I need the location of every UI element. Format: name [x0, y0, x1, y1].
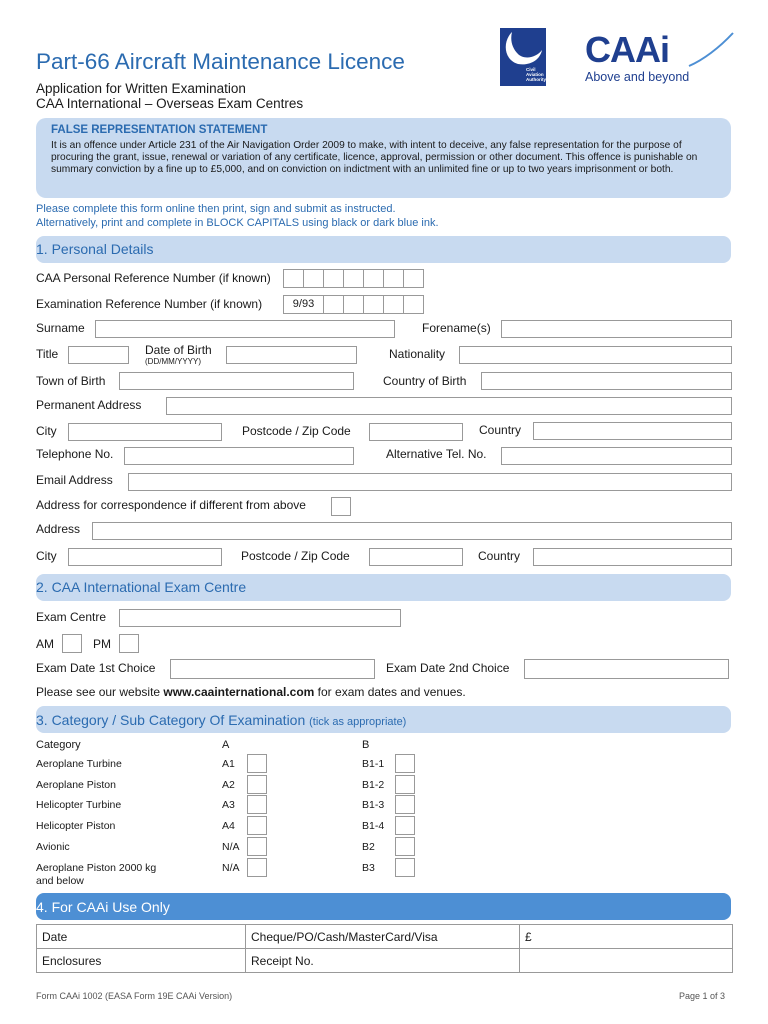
category-b-checkbox[interactable]: [395, 795, 415, 814]
amount-cell: £: [520, 925, 733, 949]
postcode-label: Postcode / Zip Code: [242, 424, 351, 438]
am-label: AM: [36, 637, 54, 651]
category-b-code: B1-1: [362, 758, 385, 770]
caa-ref-label: CAA Personal Reference Number (if known): [36, 271, 271, 285]
false-representation-title: FALSE REPRESENTATION STATEMENT: [51, 124, 268, 136]
country-of-birth-field[interactable]: [481, 372, 732, 390]
corr-address-checkbox[interactable]: [331, 497, 351, 516]
section-3-title-text: 3. Category / Sub Category Of Examination: [36, 712, 306, 728]
exam-ref-label: Examination Reference Number (if known): [36, 297, 263, 311]
caa-ref-boxes: [283, 269, 424, 288]
category-a-checkbox[interactable]: [247, 754, 267, 773]
permanent-address-label: Permanent Address: [36, 398, 142, 412]
caai-use-table: [36, 924, 733, 973]
country-label: Country: [479, 423, 522, 437]
category-a-header: A: [222, 739, 230, 751]
category-row-label: Avionic: [36, 841, 70, 853]
category-b-code: B1-3: [362, 799, 385, 811]
caa-ref-digit[interactable]: [283, 269, 304, 288]
website-note: [36, 685, 466, 699]
blank-cell: [520, 949, 733, 973]
exam-ref-prefix: 9/93: [283, 295, 324, 314]
permanent-address-field[interactable]: [166, 397, 732, 415]
caa-logo-text: Civil Aviation Authority: [526, 67, 546, 82]
category-a-checkbox[interactable]: [247, 816, 267, 835]
section-2-title: 2. CAA International Exam Centre: [36, 579, 247, 595]
category-a-code: A1: [222, 758, 235, 770]
category-b-header: B: [362, 739, 370, 751]
exam-ref-digit[interactable]: [323, 295, 344, 314]
caa-logo: [500, 28, 546, 86]
telephone-label: Telephone No.: [36, 447, 114, 461]
address-label: Address: [36, 522, 81, 536]
exam-ref-digit[interactable]: [403, 295, 424, 314]
exam-ref-digit[interactable]: [383, 295, 404, 314]
surname-field[interactable]: [95, 320, 395, 338]
forenames-label: Forename(s): [422, 321, 491, 335]
category-row-label-2: and below: [36, 875, 84, 887]
category-a-code: N/A: [222, 841, 240, 853]
form-subtitle-2: CAA International – Overseas Exam Centres: [36, 96, 304, 111]
nationality-field[interactable]: [459, 346, 732, 364]
exam-date-2-label: Exam Date 2nd Choice: [386, 661, 510, 675]
caa-ref-digit[interactable]: [323, 269, 344, 288]
category-row-label: Helicopter Piston: [36, 820, 116, 832]
alt-tel-field[interactable]: [501, 447, 732, 465]
alt-tel-label: Alternative Tel. No.: [386, 447, 487, 461]
category-row-label: Helicopter Turbine: [36, 799, 122, 811]
surname-label: Surname: [36, 321, 85, 335]
nationality-label: Nationality: [389, 347, 446, 361]
category-b-code: B1-4: [362, 820, 385, 832]
exam-centre-label: Exam Centre: [36, 610, 107, 624]
title-label: Title: [36, 347, 59, 361]
postcode-field[interactable]: [369, 423, 463, 441]
category-a-code: A3: [222, 799, 235, 811]
category-a-checkbox[interactable]: [247, 775, 267, 794]
town-of-birth-label: Town of Birth: [36, 374, 106, 388]
exam-ref-digit[interactable]: [343, 295, 364, 314]
corr-address-label: Address for correspondence if different from above: [36, 498, 306, 512]
country-of-birth-label: Country of Birth: [383, 374, 467, 388]
caa-ref-digit[interactable]: [403, 269, 424, 288]
dob-label: Date of Birth: [145, 343, 212, 357]
category-a-code: N/A: [222, 862, 240, 874]
category-b-code: B2: [362, 841, 375, 853]
exam-ref-digit[interactable]: [363, 295, 384, 314]
category-column-header: Category: [36, 739, 81, 751]
city-2-field[interactable]: [68, 548, 222, 566]
exam-date-2-field[interactable]: [524, 659, 729, 679]
postcode-2-label: Postcode / Zip Code: [241, 549, 350, 563]
date-cell: Date: [37, 925, 246, 949]
title-field[interactable]: [68, 346, 129, 364]
table-row: [37, 925, 733, 949]
category-b-code: B1-2: [362, 779, 385, 791]
section-3-title-note: (tick as appropriate): [309, 716, 407, 728]
postcode-2-field[interactable]: [369, 548, 463, 566]
am-checkbox[interactable]: [62, 634, 82, 653]
category-b-checkbox[interactable]: [395, 816, 415, 835]
country-2-label: Country: [478, 549, 521, 563]
dob-format: (DD/MM/YYYY): [145, 357, 201, 366]
country-field[interactable]: [533, 422, 732, 440]
category-a-checkbox[interactable]: [247, 795, 267, 814]
category-a-checkbox[interactable]: [247, 837, 267, 856]
pm-checkbox[interactable]: [119, 634, 139, 653]
pm-label: PM: [93, 637, 111, 651]
town-of-birth-field[interactable]: [119, 372, 354, 390]
dob-field[interactable]: [226, 346, 357, 364]
enclosures-cell: Enclosures: [37, 949, 246, 973]
website-link[interactable]: www.caainternational.com: [163, 685, 315, 699]
city-label: City: [36, 424, 57, 438]
caa-ref-digit[interactable]: [343, 269, 364, 288]
caa-ref-digit[interactable]: [303, 269, 324, 288]
exam-centre-field[interactable]: [119, 609, 401, 627]
email-label: Email Address: [36, 473, 113, 487]
form-subtitle: Application for Written Examination: [36, 81, 246, 96]
caai-logo: [585, 30, 735, 90]
caai-logo-tagline: Above and beyond: [585, 70, 690, 84]
telephone-field[interactable]: [124, 447, 354, 465]
country-2-field[interactable]: [533, 548, 732, 566]
table-row: [37, 949, 733, 973]
category-b-checkbox[interactable]: [395, 837, 415, 856]
category-row-label: Aeroplane Piston 2000 kg: [36, 862, 157, 874]
section-4-title: 4. For CAAi Use Only: [36, 899, 170, 915]
section-3-title: [36, 712, 406, 728]
forenames-field[interactable]: [501, 320, 732, 338]
category-b-checkbox[interactable]: [395, 858, 415, 877]
exam-ref-boxes: [283, 295, 424, 314]
category-a-code: A2: [222, 779, 235, 791]
category-row-label: Aeroplane Piston: [36, 779, 116, 791]
city-field[interactable]: [68, 423, 222, 441]
exam-date-1-label: Exam Date 1st Choice: [36, 661, 156, 675]
address-field[interactable]: [92, 522, 732, 540]
category-b-checkbox[interactable]: [395, 775, 415, 794]
section-1-title: 1. Personal Details: [36, 241, 154, 257]
form-id: Form CAAi 1002 (EASA Form 19E CAAi Version): [36, 991, 233, 1001]
website-note-post: for exam dates and venues.: [314, 685, 466, 699]
form-title: Part-66 Aircraft Maintenance Licence: [36, 49, 405, 74]
false-representation-text: It is an offence under Article 231 of the Air Navigation Order 2009 to make, with intent to deceive, any false representation for the purpose of procuring the grant, issue, renewal or variation of any certificate, licence, approval, permission or other document. This offence is punishable on summary conviction by a fine up to £5,000, and on conviction on indictment with an unlimited fine or up to two years imprisonment or both.: [51, 140, 698, 175]
category-row-label: Aeroplane Turbine: [36, 758, 122, 770]
exam-date-1-field[interactable]: [170, 659, 375, 679]
instructions-line-2: Alternatively, print and complete in BLOCK CAPITALS using black or dark blue ink.: [36, 217, 439, 229]
instructions-line-1: Please complete this form online then print, sign and submit as instructed.: [36, 203, 396, 215]
receipt-cell: Receipt No.: [246, 949, 520, 973]
category-b-checkbox[interactable]: [395, 754, 415, 773]
city-2-label: City: [36, 549, 57, 563]
email-field[interactable]: [128, 473, 732, 491]
caa-ref-digit[interactable]: [363, 269, 384, 288]
website-note-pre: Please see our website: [36, 685, 164, 699]
caa-ref-digit[interactable]: [383, 269, 404, 288]
payment-cell: Cheque/PO/Cash/MasterCard/Visa: [246, 925, 520, 949]
category-a-checkbox[interactable]: [247, 858, 267, 877]
caai-logo-name: CAAi: [585, 29, 669, 70]
category-a-code: A4: [222, 820, 235, 832]
category-b-code: B3: [362, 862, 375, 874]
page-number: Page 1 of 3: [679, 991, 726, 1001]
